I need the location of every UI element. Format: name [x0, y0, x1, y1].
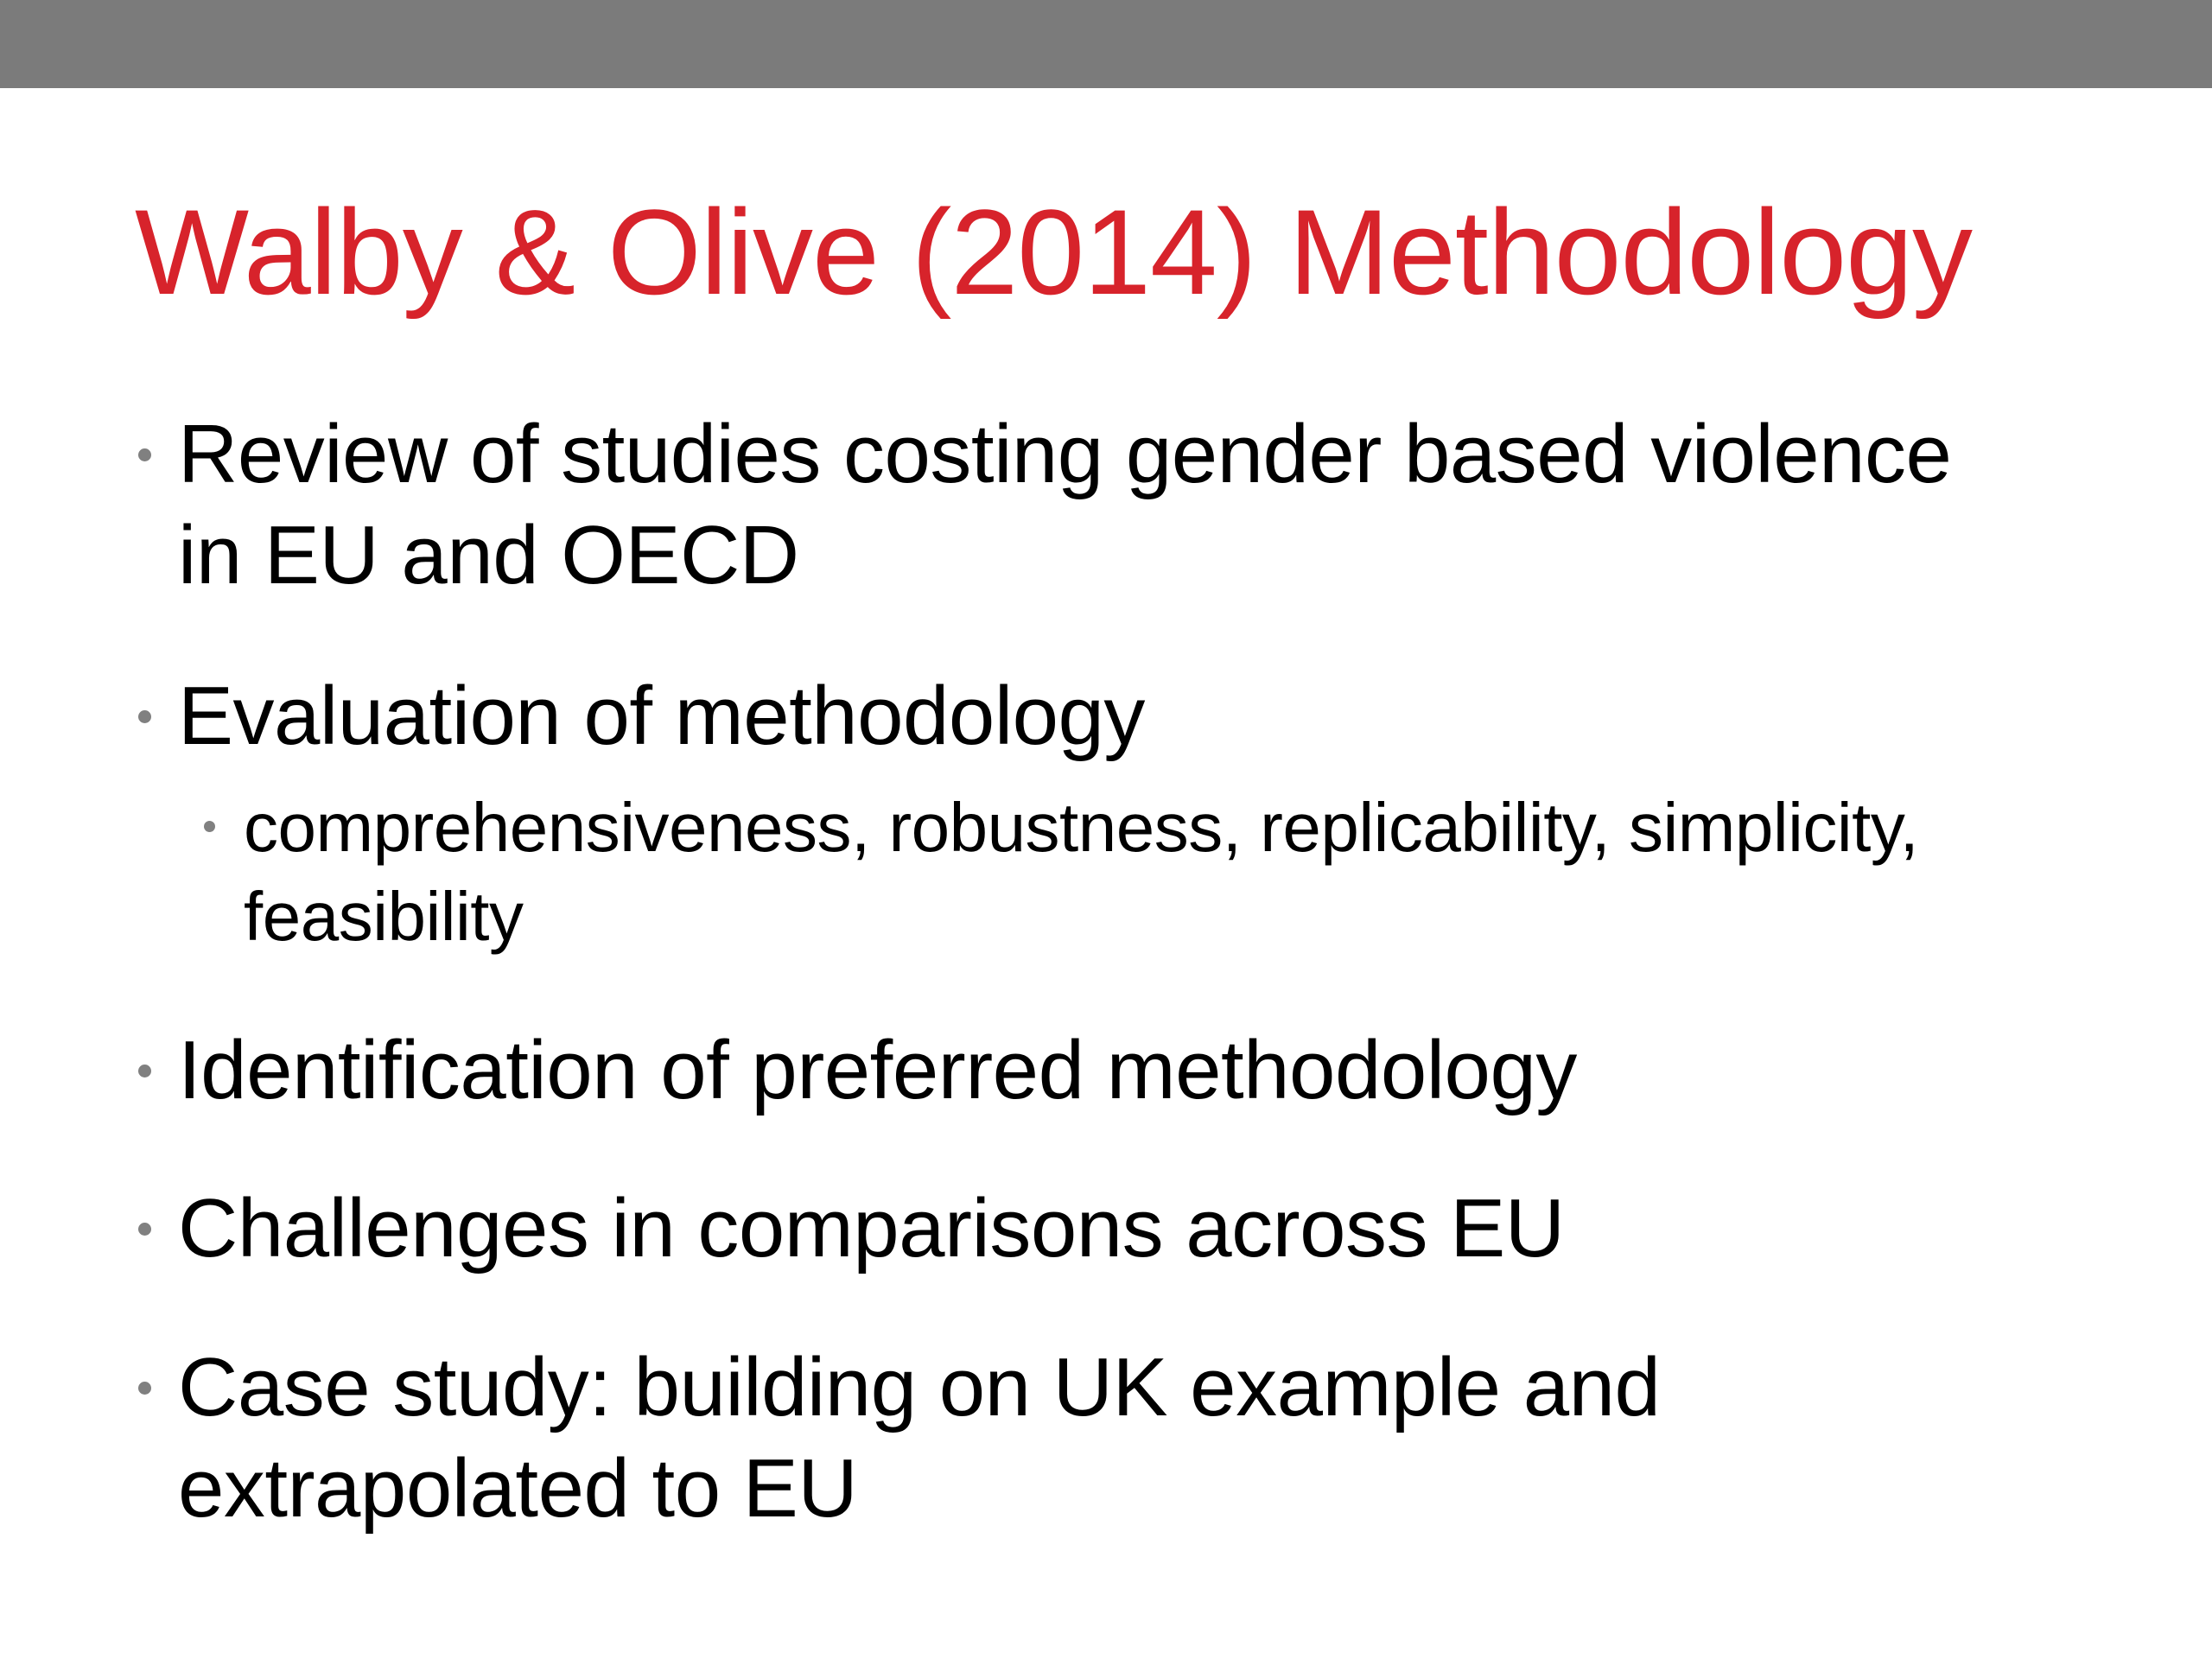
bullet-text-line: feasibility — [244, 878, 524, 955]
bullet-text-line: Case study: building on UK example and — [178, 1341, 1661, 1433]
bullet-dot-icon — [138, 1065, 151, 1077]
bullet-text-line: Review of studies costing gender based violence — [178, 408, 1952, 500]
bullet-review-of-studies — [178, 404, 2165, 606]
bullet-case-study — [178, 1337, 2165, 1539]
bullet-identification-of-preferred-methodology — [178, 1020, 2165, 1121]
sub-bullet-dot-icon — [204, 821, 215, 832]
slide-title: Walby & Olive (2014) Methodology — [135, 184, 1973, 320]
bullet-text-line: extrapolated to EU — [178, 1442, 858, 1535]
bullet-text-line: in EU and OECD — [178, 509, 799, 601]
bullet-dot-icon — [138, 448, 151, 461]
bullet-evaluation-of-methodology — [178, 665, 2165, 766]
bullet-text-line: Challenges in comparisons across EU — [178, 1182, 1565, 1274]
top-header-bar — [0, 0, 2212, 88]
bullet-text-line: comprehensiveness, robustness, replicability, simplicity, — [244, 789, 1919, 866]
bullet-text-line: Identification of preferred methodology — [178, 1024, 1577, 1116]
bullet-dot-icon — [138, 1223, 151, 1236]
bullet-text-line: Evaluation of methodology — [178, 670, 1145, 762]
bullet-dot-icon — [138, 1382, 151, 1395]
sub-bullet-evaluation-criteria — [244, 783, 2179, 961]
bullet-dot-icon — [138, 710, 151, 723]
bullet-challenges-in-comparisons — [178, 1178, 2165, 1279]
